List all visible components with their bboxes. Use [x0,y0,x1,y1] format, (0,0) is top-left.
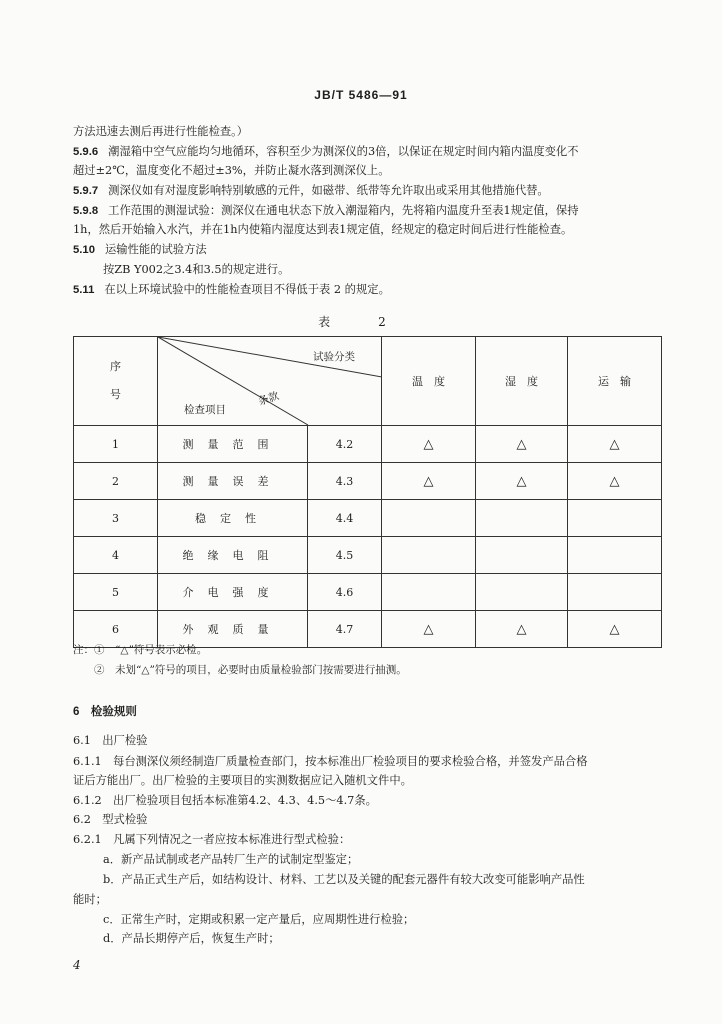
row-clause: 4.5 [308,537,382,574]
row-item: 测量范围 [158,426,308,463]
row-clause: 4.3 [308,463,382,500]
row-mark-transport: △ [568,463,662,500]
row-number: 6 [74,611,158,648]
row-clause: 4.4 [308,500,382,537]
section-6-title: 6 检验规则 [73,706,137,718]
row-item: 介电强度 [158,574,308,611]
clause-number: 5.11 [73,284,95,296]
row-mark-transport [568,500,662,537]
clause-number: 5.9.8 [73,205,99,217]
clause-5-10 [73,242,663,258]
row-mark-transport [568,574,662,611]
clause-number: 5.9.7 [73,185,99,197]
clause-text: 潮湿箱中空气应能均匀地循环，容积至少为测深仪的3倍，以保证在规定时间内箱内温度变化不 [108,145,579,158]
row-item: 绝缘电阻 [158,537,308,574]
row-clause: 4.2 [308,426,382,463]
header-clause: 条款 [256,390,281,408]
table-caption: 表 2 [318,315,404,329]
row-item: 测量误差 [158,463,308,500]
row-mark-transport: △ [568,426,662,463]
row-mark-transport [568,537,662,574]
header-transport: 运 输 [568,337,662,426]
clause-5-9-8-line2: 1h，然后开始输入水汽，并在1h内使箱内湿度达到表1规定值，经规定的稳定时间后进行性能检查。 [73,223,573,236]
row-item: 稳定性 [158,500,308,537]
row-mark-humidity [476,500,568,537]
row-mark-temperature: △ [382,426,476,463]
header-temperature: 温 度 [382,337,476,426]
row-mark-humidity [476,537,568,574]
row-mark-transport: △ [568,611,662,648]
clause-6-1-2: 6.1.2 出厂检验项目包括本标准第4.2、4.3、4.5～4.7条。 [73,794,377,807]
clause-5-9-6 [73,144,663,160]
row-mark-humidity: △ [476,463,568,500]
clause-text: 工作范围的测湿试验：测深仪在通电状态下放入潮湿箱内，先将箱内温度升至表1规定值，保持 [108,204,579,217]
row-item: 外观质量 [158,611,308,648]
row-mark-temperature [382,500,476,537]
row-number: 3 [74,500,158,537]
clause-6-1-1-line2: 证后方能出厂。出厂检验的主要项目的实测数据应记入随机文件中。 [73,774,412,787]
header-diagonal-cell [158,337,382,426]
list-item-c: c．正常生产时，定期或积累一定产量后，应周期性进行检验； [103,913,415,926]
page-number: 4 [73,958,81,972]
table-2 [73,336,662,648]
table-row [74,537,662,574]
header-humidity: 湿 度 [476,337,568,426]
row-mark-humidity: △ [476,426,568,463]
row-mark-temperature [382,537,476,574]
row-mark-humidity: △ [476,611,568,648]
clause-number: 5.9.6 [73,146,99,158]
row-clause: 4.7 [308,611,382,648]
row-clause: 4.6 [308,574,382,611]
header-test-category: 试验分类 [313,351,355,363]
clause-5-10-body: 按ZB Y002之3.4和3.5的规定进行。 [103,263,290,276]
clause-6-1: 6.1 出厂检验 [73,734,148,747]
table-note-1: 注：① “△”符号表示必检。 [73,644,208,656]
list-item-b-line2: 能时； [73,893,107,906]
header-check-item: 检查项目 [184,404,226,416]
table-row [74,574,662,611]
list-item-d: d．产品长期停产后，恢复生产时； [103,932,280,945]
table-row [74,463,662,500]
clause-text: 测深仪如有对湿度影响特别敏感的元件，如磁带、纸带等允许取出或采用其他措施代替。 [108,184,549,197]
table-row [74,500,662,537]
table-note-2: ② 未划“△”符号的项目，必要时由质量检验部门按需要进行抽测。 [94,664,407,676]
list-item-a: a．新产品试制或老产品转厂生产的试制定型鉴定； [103,853,359,866]
clause-6-1-1: 6.1.1 每台测深仪须经制造厂质量检查部门，按本标准出厂检验项目的要求检验合格，并签发产品合格 [73,755,588,768]
row-mark-temperature: △ [382,463,476,500]
clause-5-9-6-line2: 超过±2℃，温度变化不超过±3%，并防止凝水落到测深仪上。 [73,164,390,177]
clause-6-2-1: 6.2.1 凡属下列情况之一者应按本标准进行型式检验： [73,833,351,846]
clause-6-2: 6.2 型式检验 [73,813,148,826]
clause-5-9-7 [73,183,663,199]
paragraph-continuation: 方法迅速去测后再进行性能检查。） [73,125,249,138]
clause-5-9-8 [73,203,663,219]
clause-text: 在以上环境试验中的性能检查项目不得低于表 2 的规定。 [104,283,390,296]
row-mark-humidity [476,574,568,611]
table-row [74,426,662,463]
row-number: 4 [74,537,158,574]
row-mark-temperature [382,574,476,611]
header-seq: 序号 [74,337,158,426]
row-number: 1 [74,426,158,463]
clause-5-11 [73,282,663,298]
row-number: 2 [74,463,158,500]
list-item-b: b．产品正式生产后，如结构设计、材料、工艺以及关键的配套元器件有较大改变可能影响产品性 [103,873,585,886]
table-header-row [74,337,662,426]
clause-number: 5.10 [73,244,95,256]
row-number: 5 [74,574,158,611]
clause-text: 运输性能的试验方法 [105,243,207,256]
row-mark-temperature: △ [382,611,476,648]
standard-code-header: JB/T 5486—91 [314,88,408,102]
